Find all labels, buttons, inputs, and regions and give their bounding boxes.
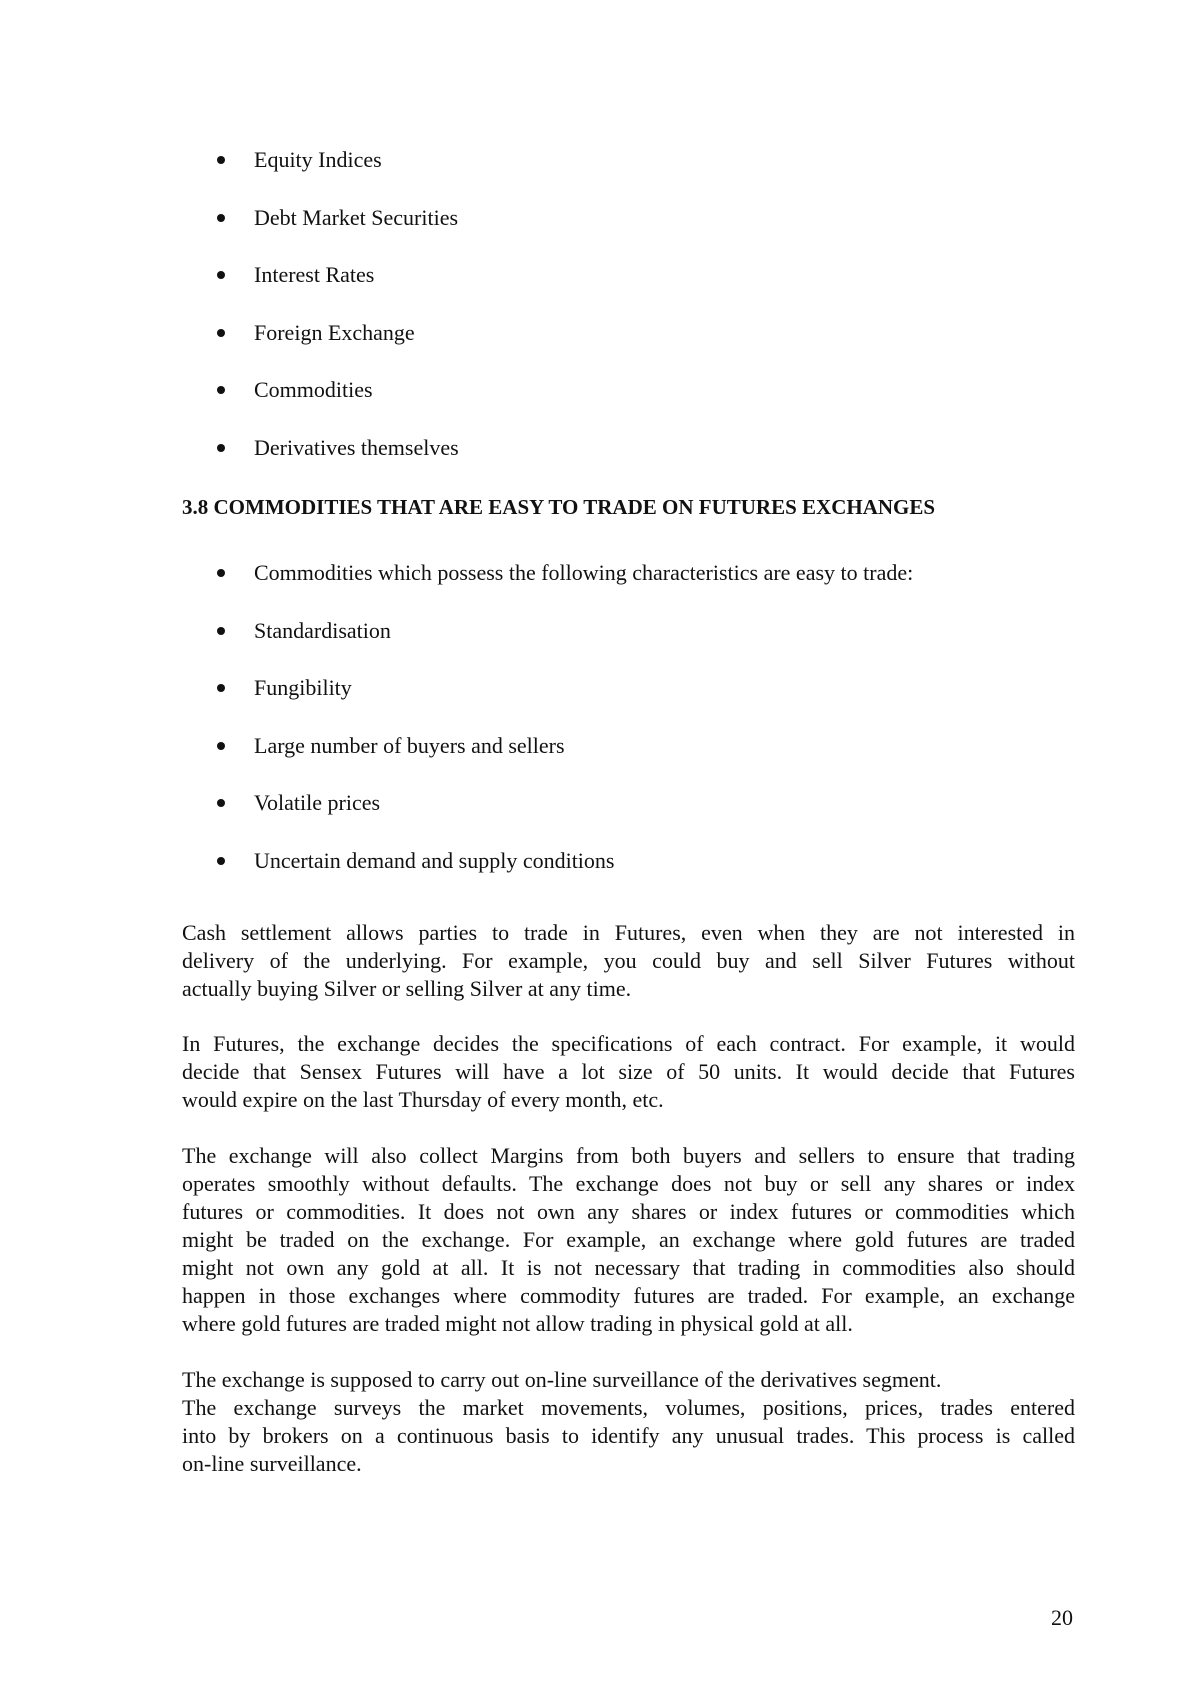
list-item-text: Commodities which possess the following characteristics are easy to trade: (254, 560, 914, 585)
list-item-text: Derivatives themselves (254, 434, 459, 460)
list-item (182, 145, 1082, 203)
list-item (182, 788, 1082, 846)
bullet-icon (217, 799, 225, 807)
bullet-icon (217, 684, 225, 692)
paragraph-line: delivery of the underlying. For example, you could buy and sell Silver Futures without (182, 948, 1075, 973)
bullet-icon (217, 386, 225, 394)
paragraph-line: The exchange is supposed to carry out on-line surveillance of the derivatives segment. (182, 1367, 942, 1392)
paragraph-line: futures or commodities. It does not own any shares or index futures or commodities which (182, 1199, 1075, 1224)
list-item (182, 558, 1082, 616)
list-item (182, 433, 1082, 491)
page-number: 20 (1051, 1605, 1073, 1630)
paragraph-line: into by brokers on a continuous basis to identify any unusual trades. This process is called (182, 1423, 1075, 1448)
list-item (182, 846, 1082, 904)
paragraph-line: decide that Sensex Futures will have a lot size of 50 units. It would decide that Futures (182, 1059, 1075, 1084)
paragraph-cash-settlement (182, 919, 1075, 1003)
paragraph-line: on-line surveillance. (182, 1451, 362, 1476)
bullet-icon (217, 742, 225, 750)
paragraph-line: In Futures, the exchange decides the specifications of each contract. For example, it would (182, 1031, 1075, 1056)
paragraph-line: The exchange surveys the market movements, volumes, positions, prices, trades entered (182, 1395, 1075, 1420)
paragraph-line: would expire on the last Thursday of every month, etc. (182, 1087, 664, 1112)
paragraph-line: happen in those exchanges where commodity futures are traded. For example, an exchange (182, 1283, 1075, 1308)
list-item-text: Fungibility (254, 675, 352, 701)
bullet-icon (217, 156, 225, 164)
list-item-text: Equity Indices (254, 147, 382, 172)
list-item-text: Uncertain demand and supply conditions (254, 847, 615, 873)
list-item (182, 260, 1082, 318)
list-item (182, 318, 1082, 376)
bullet-icon (217, 857, 225, 865)
paragraph-line: The exchange will also collect Margins from both buyers and sellers to ensure that trading (182, 1143, 1075, 1168)
characteristics-list (182, 558, 1082, 904)
paragraph-line: might not own any gold at all. It is not necessary that trading in commodities also should (182, 1255, 1075, 1280)
bullet-icon (217, 214, 225, 222)
list-item-text: Debt Market Securities (254, 204, 459, 230)
list-item-text: Foreign Exchange (254, 319, 415, 345)
bullet-icon (217, 444, 225, 452)
list-item (182, 673, 1082, 731)
list-item-text: Interest Rates (254, 262, 375, 288)
paragraph-line: where gold futures are traded might not allow trading in physical gold at all. (182, 1311, 853, 1336)
paragraph-margins (182, 1142, 1075, 1338)
bullet-icon (217, 329, 225, 337)
list-item (182, 731, 1082, 789)
bullet-icon (217, 271, 225, 279)
list-item-text: Commodities (254, 377, 373, 403)
list-item (182, 375, 1082, 433)
bullet-icon (217, 627, 225, 635)
list-item-text: Volatile prices (254, 790, 381, 816)
paragraph-surveillance (182, 1366, 1075, 1478)
paragraph-contract-specifications (182, 1030, 1075, 1114)
paragraph-line: might be traded on the exchange. For example, an exchange where gold futures are traded (182, 1227, 1075, 1252)
bullet-icon (217, 569, 225, 577)
section-heading: 3.8 COMMODITIES THAT ARE EASY TO TRADE ON FUTURES EXCHANGES (182, 495, 936, 519)
paragraph-line: Cash settlement allows parties to trade in Futures, even when they are not interested in (182, 920, 1075, 945)
list-item-text: Large number of buyers and sellers (254, 732, 565, 758)
list-item-text: Standardisation (254, 617, 391, 643)
paragraph-line: actually buying Silver or selling Silver at any time. (182, 976, 632, 1001)
paragraph-line: operates smoothly without defaults. The exchange does not buy or sell any shares or index (182, 1171, 1075, 1196)
list-item (182, 616, 1082, 674)
asset-class-list (182, 145, 1082, 491)
list-item (182, 203, 1082, 261)
